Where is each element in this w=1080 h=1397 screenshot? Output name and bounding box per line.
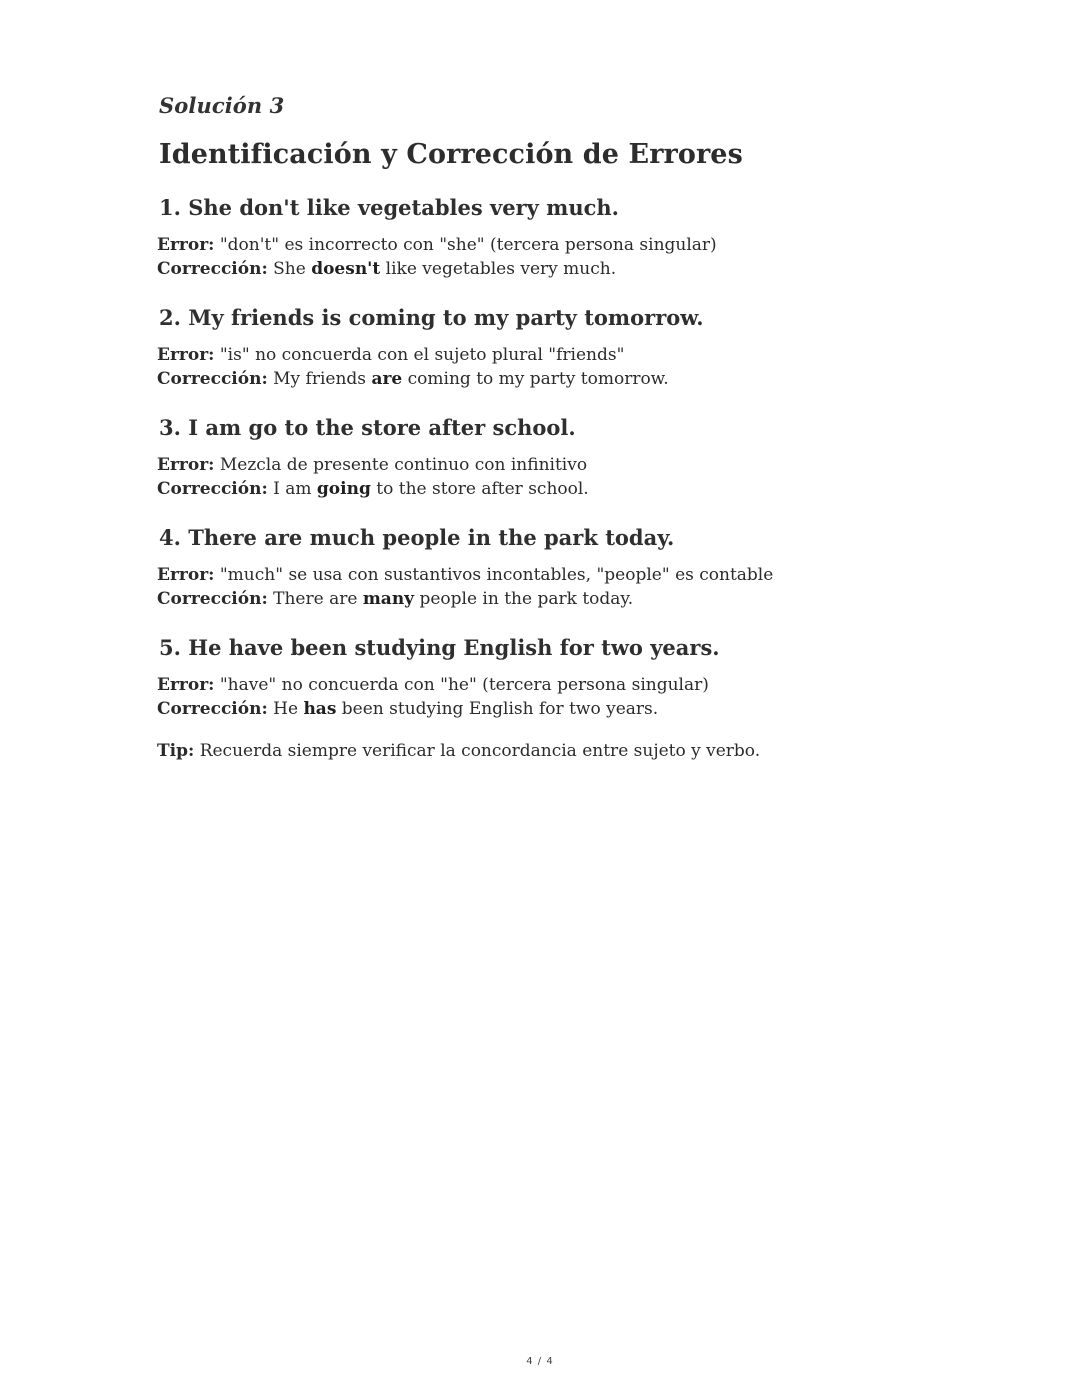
correction-line	[157, 257, 917, 281]
correction-emphasis: going	[316, 479, 371, 499]
correction-text-before: She	[273, 259, 306, 279]
error-label: Error:	[157, 455, 215, 475]
error-text: "is" no concuerda con el sujeto plural "friends"	[219, 345, 625, 365]
exercise-heading: 4. There are much people in the park today.	[159, 525, 675, 550]
exercise-heading: 1. She don't like vegetables very much.	[159, 195, 619, 220]
exercise-heading: 5. He have been studying English for two years.	[159, 635, 720, 660]
correction-text-after: people in the park today.	[419, 589, 634, 609]
error-line	[157, 453, 917, 477]
correction-emphasis: many	[362, 589, 415, 609]
error-label: Error:	[157, 345, 215, 365]
exercise-4	[157, 524, 917, 611]
correction-text-before: He	[273, 699, 299, 719]
exercise-2	[157, 304, 917, 391]
correction-emphasis: doesn't	[311, 259, 381, 279]
error-text: "don't" es incorrecto con "she" (tercera persona singular)	[219, 235, 717, 255]
correction-label: Corrección:	[157, 589, 268, 609]
correction-label: Corrección:	[157, 259, 268, 279]
correction-text-after: to the store after school.	[376, 479, 589, 499]
tip-label: Tip:	[157, 741, 195, 761]
correction-emphasis: has	[303, 699, 337, 719]
correction-text-after: been studying English for two years.	[341, 699, 659, 719]
page-title: Identificación y Corrección de Errores	[159, 139, 743, 170]
correction-label: Corrección:	[157, 479, 268, 499]
exercise-1	[157, 194, 917, 281]
correction-label: Corrección:	[157, 369, 268, 389]
error-line	[157, 563, 917, 587]
error-label: Error:	[157, 235, 215, 255]
error-text: Mezcla de presente continuo con infinitivo	[219, 455, 588, 475]
error-label: Error:	[157, 565, 215, 585]
correction-text-before: There are	[273, 589, 358, 609]
exercise-3	[157, 414, 917, 501]
page-number: 4 / 4	[526, 1356, 554, 1367]
error-text: "have" no concuerda con "he" (tercera persona singular)	[219, 675, 709, 695]
exercise-heading: 3. I am go to the store after school.	[159, 415, 576, 440]
error-line	[157, 343, 917, 367]
correction-line	[157, 367, 917, 391]
correction-line	[157, 587, 917, 611]
tip-text: Recuerda siempre verificar la concordancia entre sujeto y verbo.	[199, 741, 761, 761]
error-line	[157, 233, 917, 257]
error-line	[157, 673, 917, 697]
exercise-heading: 2. My friends is coming to my party tomorrow.	[159, 305, 704, 330]
correction-text-after: coming to my party tomorrow.	[407, 369, 669, 389]
exercise-5	[157, 634, 917, 721]
error-label: Error:	[157, 675, 215, 695]
solution-label: Solución 3	[159, 93, 285, 118]
correction-emphasis: are	[371, 369, 403, 389]
correction-label: Corrección:	[157, 699, 268, 719]
error-text: "much" se usa con sustantivos incontables, "people" es contable	[219, 565, 774, 585]
tip-line	[157, 739, 760, 763]
correction-line	[157, 477, 917, 501]
correction-text-before: I am	[273, 479, 312, 499]
correction-text-before: My friends	[273, 369, 367, 389]
correction-text-after: like vegetables very much.	[385, 259, 617, 279]
correction-line	[157, 697, 917, 721]
